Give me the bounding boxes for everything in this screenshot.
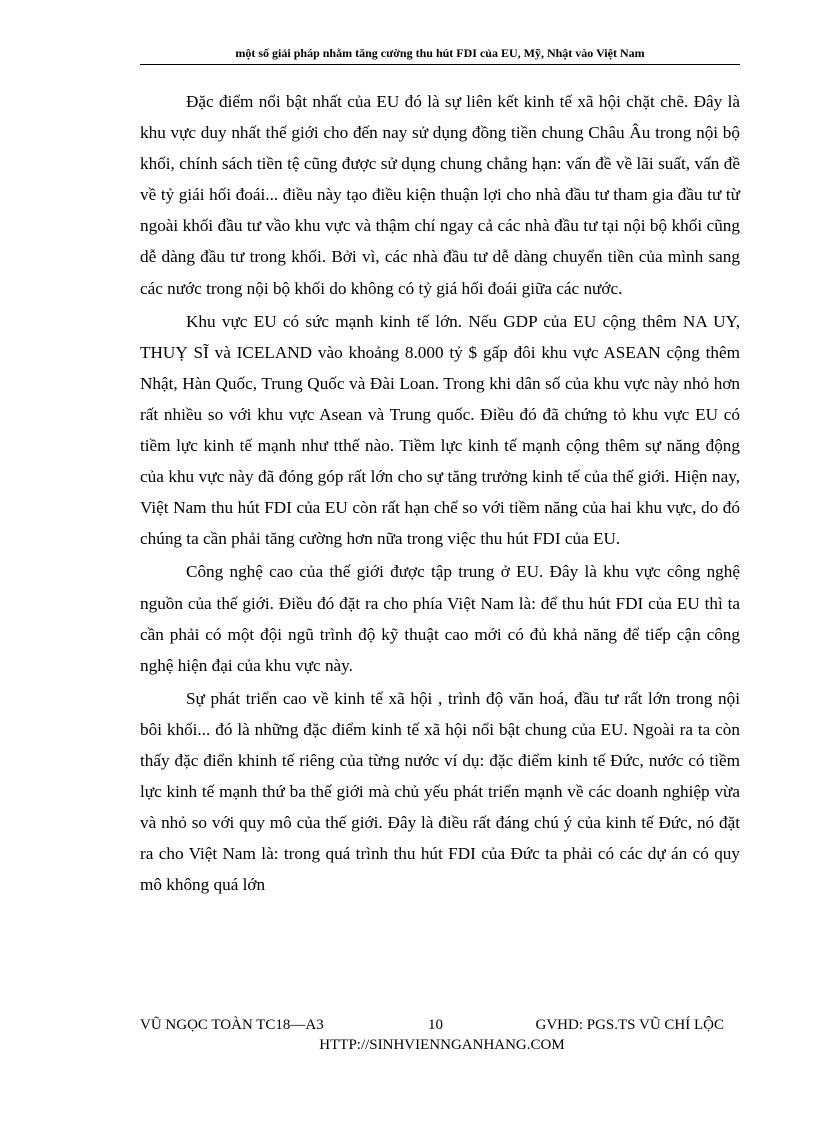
footer-row [140, 1017, 740, 1037]
paragraph-4: Sự phát triển cao về kinh tế xã hội , trình độ văn hoá, đầu tư rất lớn trong nội bôi khối... đó là những đặc điểm kinh tế xã hội nổi bật chung của EU. Ngoài ra ta còn thấy đặc điển khinh tế riêng của từng nước ví dụ: đặc điểm kinh tế Đức, nước có tiềm lực kinh tế mạnh thứ ba thế giới mà chủ yếu phát triển mạnh về các doanh nghiệp vừa và nhỏ so với quy mô của thế giới. Đây là điều rất đáng chú ý của kinh tế Đức, nó đặt ra cho Việt Nam là: trong quá trình thu hút FDI của Đức ta phải có các dự án có quy mô không quá lớn [140, 688, 740, 895]
header-rule [140, 64, 740, 65]
body-text [140, 86, 740, 900]
footer-advisor: GVHD: PGS.TS VŨ CHÍ LỘC [535, 1017, 724, 1033]
page-number: 10 [428, 1017, 443, 1033]
footer-author: VŨ NGỌC TOÀN TC18—A3 [140, 1017, 324, 1033]
paragraph-1: Đặc điểm nổi bật nhất của EU đó là sự liên kết kinh tế xã hội chặt chẽ. Đây là khu vực duy nhất thế giới cho đến nay sử dụng đồng tiền chung Châu Âu trong nội bộ khối, chính sách tiền tệ cũng được sử dụng chung chẳng hạn: vấn đề về lãi suất, vấn đề về tỷ giái hối đoái... điều này tạo điều kiện thuận lợi cho nhà đầu tư tham gia đầu tư từ ngoài khối đầu tư vầo khu vực và thậm chí ngay cả các nhà đầu tư tại nội bộ khối cũng dễ dàng đầu tư trong khối. Bởi vì, các nhà đầu tư dễ dàng chuyển tiền của mình sang các nước trong nội bộ khối do không có tỷ giá hối đoái giữa các nước. [140, 92, 740, 298]
running-header: một số giải pháp nhằm tăng cường thu hút FDI của EU, Mỹ, Nhật vào Việt Nam [235, 46, 645, 60]
paragraph-2: Khu vực EU có sức mạnh kinh tế lớn. Nếu GDP của EU cộng thêm NA UY, THUỴ SĨ và ICELAND vào khoảng 8.000 tỷ $ gấp đôi khu vực ASEAN cộng thêm Nhật, Hàn Quốc, Trung Quốc và Đài Loan. Trong khi dân số của khu vực này nhỏ hơn rất nhiều so với khu vực Asean và Trung quốc. Điều đó đã chứng tỏ khu vực EU có tiềm lực kinh tế mạnh như tthế nào. Tiềm lực kinh tế mạnh cộng thêm sự năng động của khu vực này đã đóng góp rất lớn cho sự tăng trưởng kinh tế của thế giới. Hiện nay, Việt Nam thu hút FDI của EU còn rất hạn chế so với tiềm năng của hai khu vực, do đó chúng ta cần phải tăng cường hơn nữa trong việc thu hút FDI của EU. [140, 311, 740, 549]
paragraph-3: Công nghệ cao của thế giới được tập trung ở EU. Đây là khu vực công nghệ nguồn của thế giới. Điều đó đặt ra cho phía Việt Nam là: để thu hút FDI của EU thì ta cần phải có một đội ngũ trình độ kỹ thuật cao mới có đủ khả năng để tiếp cận công nghệ hiện đại của khu vực này. [140, 562, 740, 675]
page-footer [140, 1017, 740, 1054]
footer-url[interactable]: HTTP://SINHVIENNGANHANG.COM [319, 1037, 565, 1053]
